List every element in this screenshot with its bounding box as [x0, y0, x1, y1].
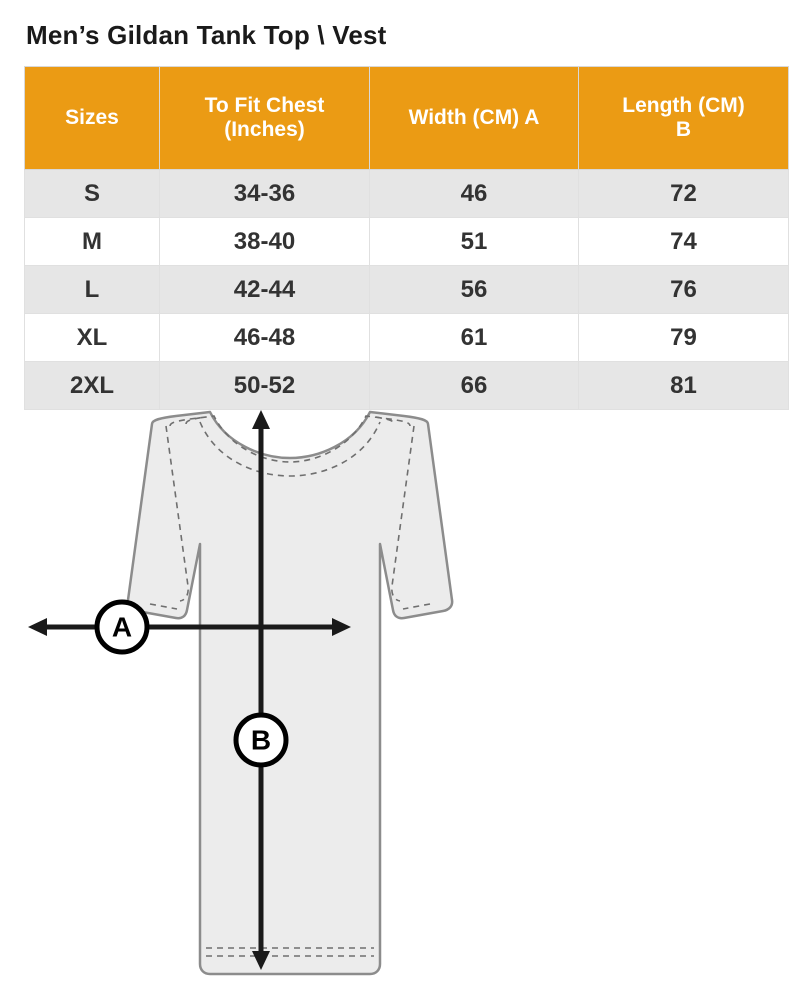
cell-length: 74 — [579, 218, 789, 266]
page-title: Men’s Gildan Tank Top \ Vest — [26, 20, 387, 50]
marker-a-label: A — [111, 611, 133, 643]
column-header-length — [579, 67, 789, 170]
cell-width: 61 — [370, 314, 579, 362]
column-header-sizes — [25, 67, 160, 170]
cell-chest: 38-40 — [160, 218, 370, 266]
column-header-chest-line2: (Inches) — [224, 118, 305, 141]
column-header-length-line1: Length (CM) — [622, 93, 745, 117]
cell-width: 51 — [370, 218, 579, 266]
marker-b-label: B — [250, 724, 272, 756]
cell-length: 72 — [579, 170, 789, 218]
cell-size: L — [25, 266, 160, 314]
marker-b — [236, 715, 286, 765]
column-header-length-line2: B — [675, 118, 692, 141]
size-table — [24, 66, 789, 410]
cell-size: XL — [25, 314, 160, 362]
table-header-row — [25, 67, 789, 170]
cell-size: 2XL — [25, 362, 160, 410]
cell-width: 66 — [370, 362, 579, 410]
table-row — [25, 170, 789, 218]
table-row — [25, 266, 789, 314]
cell-length: 79 — [579, 314, 789, 362]
tank-top-outline — [128, 412, 452, 974]
table-row — [25, 218, 789, 266]
cell-chest: 34-36 — [160, 170, 370, 218]
column-header-chest-line1: To Fit Chest — [204, 93, 325, 117]
cell-chest: 50-52 — [160, 362, 370, 410]
cell-length: 76 — [579, 266, 789, 314]
table-row — [25, 362, 789, 410]
column-header-width — [370, 67, 579, 170]
cell-chest: 42-44 — [160, 266, 370, 314]
cell-width: 56 — [370, 266, 579, 314]
column-header-width-label: Width (CM) A — [408, 105, 540, 129]
garment-diagram — [0, 404, 812, 1000]
table-row — [25, 314, 789, 362]
cell-width: 46 — [370, 170, 579, 218]
marker-a — [97, 602, 147, 652]
cell-chest: 46-48 — [160, 314, 370, 362]
cell-length: 81 — [579, 362, 789, 410]
column-header-chest — [160, 67, 370, 170]
cell-size: S — [25, 170, 160, 218]
column-header-sizes-label: Sizes — [65, 105, 119, 129]
cell-size: M — [25, 218, 160, 266]
